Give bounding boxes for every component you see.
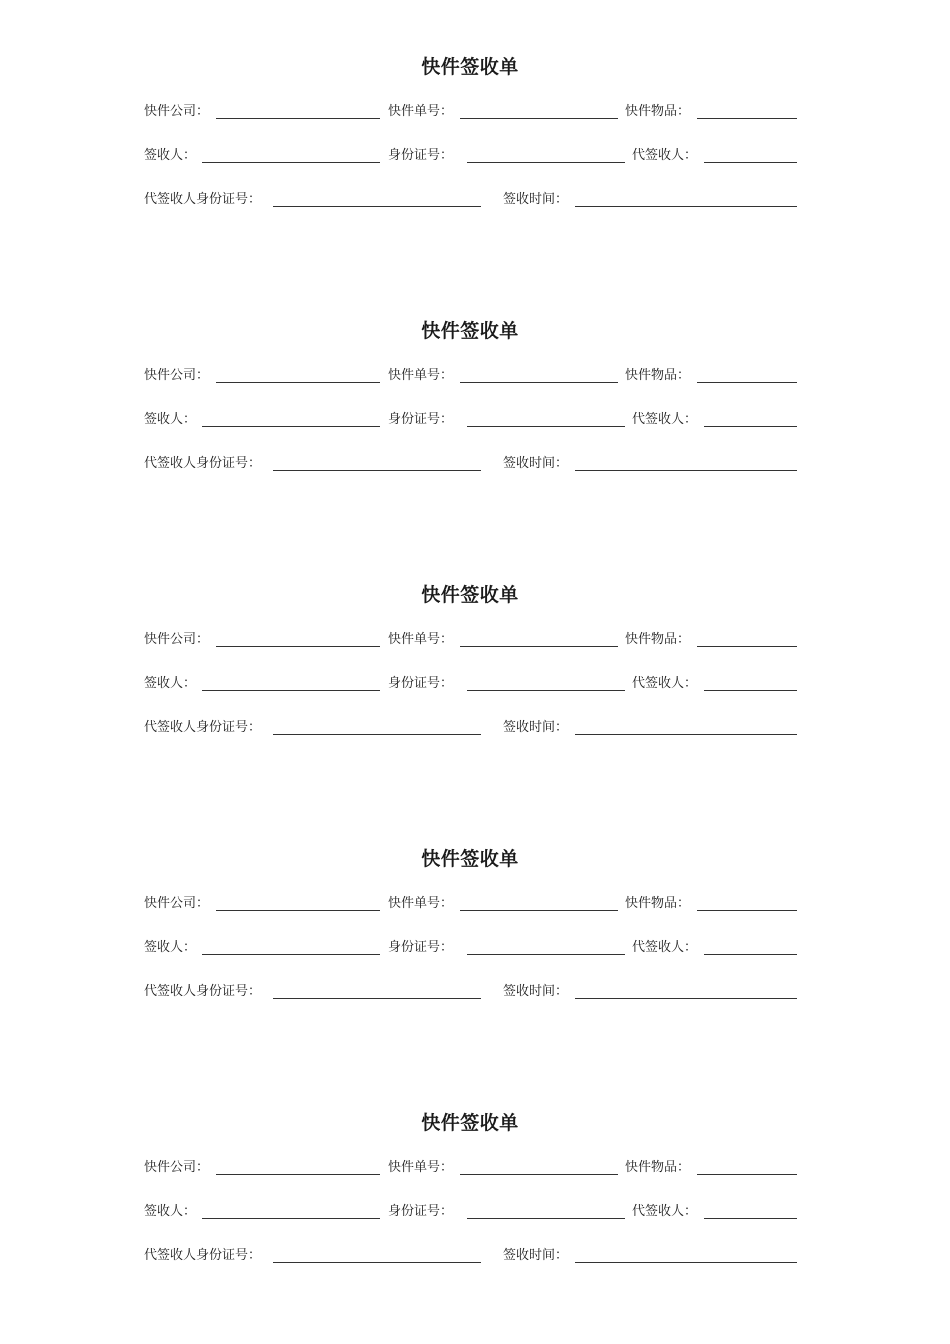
- proxy-recipient-label: 代签收人：: [632, 412, 698, 427]
- company-blank-line[interactable]: [216, 382, 380, 383]
- form-row-2: [0, 1204, 950, 1228]
- proxy-recipient-blank-line[interactable]: [704, 954, 797, 955]
- sign-time-blank-line[interactable]: [575, 734, 797, 735]
- form-title: 快件签收单: [421, 584, 519, 606]
- tracking-number-blank-line[interactable]: [460, 646, 618, 647]
- delivery-receipt-form: [0, 1056, 950, 1296]
- sign-time-blank-line[interactable]: [575, 1262, 797, 1263]
- proxy-id-number-label: 代签收人身份证号：: [144, 192, 262, 207]
- item-label: 快件物品：: [625, 368, 691, 383]
- form-row-3: [0, 192, 950, 216]
- tracking-number-label: 快件单号：: [388, 368, 454, 383]
- form-row-3: [0, 720, 950, 744]
- company-blank-line[interactable]: [216, 646, 380, 647]
- item-label: 快件物品：: [625, 896, 691, 911]
- id-number-label: 身份证号：: [388, 940, 454, 955]
- company-blank-line[interactable]: [216, 910, 380, 911]
- proxy-recipient-label: 代签收人：: [632, 940, 698, 955]
- company-blank-line[interactable]: [216, 118, 380, 119]
- company-label: 快件公司：: [144, 104, 210, 119]
- delivery-receipt-form: [0, 528, 950, 768]
- id-number-label: 身份证号：: [388, 412, 454, 427]
- company-label: 快件公司：: [144, 1160, 210, 1175]
- proxy-id-number-blank-line[interactable]: [273, 734, 481, 735]
- delivery-receipt-form: [0, 264, 950, 504]
- form-title: 快件签收单: [421, 1112, 519, 1134]
- proxy-recipient-blank-line[interactable]: [704, 426, 797, 427]
- delivery-receipt-form: [0, 0, 950, 240]
- tracking-number-label: 快件单号：: [388, 896, 454, 911]
- form-row-3: [0, 984, 950, 1008]
- form-row-2: [0, 676, 950, 700]
- company-blank-line[interactable]: [216, 1174, 380, 1175]
- recipient-label: 签收人：: [144, 940, 197, 955]
- id-number-blank-line[interactable]: [467, 690, 625, 691]
- proxy-id-number-label: 代签收人身份证号：: [144, 984, 262, 999]
- item-label: 快件物品：: [625, 1160, 691, 1175]
- proxy-recipient-blank-line[interactable]: [704, 690, 797, 691]
- id-number-blank-line[interactable]: [467, 426, 625, 427]
- recipient-label: 签收人：: [144, 148, 197, 163]
- sign-time-label: 签收时间：: [503, 192, 569, 207]
- recipient-label: 签收人：: [144, 1204, 197, 1219]
- sign-time-blank-line[interactable]: [575, 470, 797, 471]
- form-row-1: [0, 368, 950, 392]
- id-number-blank-line[interactable]: [467, 954, 625, 955]
- delivery-receipt-form: [0, 792, 950, 1032]
- form-row-3: [0, 456, 950, 480]
- proxy-id-number-label: 代签收人身份证号：: [144, 720, 262, 735]
- form-row-2: [0, 148, 950, 172]
- tracking-number-blank-line[interactable]: [460, 910, 618, 911]
- form-row-2: [0, 412, 950, 436]
- proxy-id-number-label: 代签收人身份证号：: [144, 1248, 262, 1263]
- form-title: 快件签收单: [421, 848, 519, 870]
- tracking-number-blank-line[interactable]: [460, 1174, 618, 1175]
- proxy-id-number-label: 代签收人身份证号：: [144, 456, 262, 471]
- form-row-1: [0, 104, 950, 128]
- company-label: 快件公司：: [144, 368, 210, 383]
- tracking-number-blank-line[interactable]: [460, 118, 618, 119]
- item-blank-line[interactable]: [697, 910, 797, 911]
- proxy-recipient-label: 代签收人：: [632, 676, 698, 691]
- recipient-label: 签收人：: [144, 412, 197, 427]
- proxy-id-number-blank-line[interactable]: [273, 206, 481, 207]
- proxy-id-number-blank-line[interactable]: [273, 470, 481, 471]
- form-row-2: [0, 940, 950, 964]
- proxy-id-number-blank-line[interactable]: [273, 998, 481, 999]
- proxy-recipient-blank-line[interactable]: [704, 162, 797, 163]
- form-row-1: [0, 896, 950, 920]
- proxy-recipient-label: 代签收人：: [632, 1204, 698, 1219]
- company-label: 快件公司：: [144, 896, 210, 911]
- tracking-number-label: 快件单号：: [388, 1160, 454, 1175]
- item-label: 快件物品：: [625, 632, 691, 647]
- sign-time-label: 签收时间：: [503, 1248, 569, 1263]
- recipient-blank-line[interactable]: [202, 690, 380, 691]
- tracking-number-label: 快件单号：: [388, 104, 454, 119]
- item-blank-line[interactable]: [697, 118, 797, 119]
- recipient-label: 签收人：: [144, 676, 197, 691]
- sign-time-blank-line[interactable]: [575, 998, 797, 999]
- tracking-number-label: 快件单号：: [388, 632, 454, 647]
- form-title: 快件签收单: [421, 320, 519, 342]
- id-number-label: 身份证号：: [388, 148, 454, 163]
- recipient-blank-line[interactable]: [202, 954, 380, 955]
- id-number-blank-line[interactable]: [467, 162, 625, 163]
- company-label: 快件公司：: [144, 632, 210, 647]
- form-row-1: [0, 632, 950, 656]
- recipient-blank-line[interactable]: [202, 162, 380, 163]
- id-number-label: 身份证号：: [388, 676, 454, 691]
- item-blank-line[interactable]: [697, 646, 797, 647]
- id-number-blank-line[interactable]: [467, 1218, 625, 1219]
- proxy-recipient-blank-line[interactable]: [704, 1218, 797, 1219]
- recipient-blank-line[interactable]: [202, 1218, 380, 1219]
- sign-time-blank-line[interactable]: [575, 206, 797, 207]
- recipient-blank-line[interactable]: [202, 426, 380, 427]
- sign-time-label: 签收时间：: [503, 720, 569, 735]
- form-row-1: [0, 1160, 950, 1184]
- form-title: 快件签收单: [421, 56, 519, 78]
- form-row-3: [0, 1248, 950, 1272]
- item-blank-line[interactable]: [697, 1174, 797, 1175]
- proxy-recipient-label: 代签收人：: [632, 148, 698, 163]
- sign-time-label: 签收时间：: [503, 456, 569, 471]
- sign-time-label: 签收时间：: [503, 984, 569, 999]
- id-number-label: 身份证号：: [388, 1204, 454, 1219]
- tracking-number-blank-line[interactable]: [460, 382, 618, 383]
- item-blank-line[interactable]: [697, 382, 797, 383]
- proxy-id-number-blank-line[interactable]: [273, 1262, 481, 1263]
- item-label: 快件物品：: [625, 104, 691, 119]
